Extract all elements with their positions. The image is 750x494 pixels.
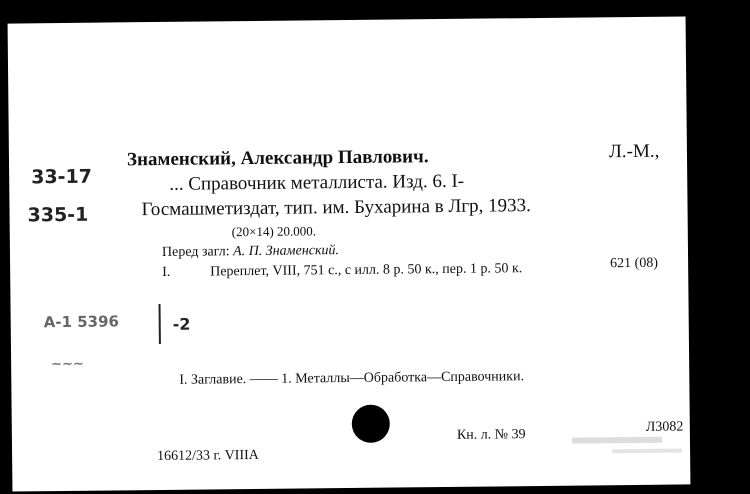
handwritten-number: -2 (172, 314, 191, 334)
card-number: 16612/33 г. VIIIA (157, 447, 259, 465)
title-line: ... Справочник металлиста. Изд. 6. I- (169, 170, 465, 195)
handwritten-accession: А-1 5396 (43, 312, 120, 332)
publisher-line: Госмашметиздат, тип. им. Бухарина в Лгр, 1933. (141, 195, 531, 221)
title-note-prefix: Перед загл: (161, 244, 230, 260)
handwritten-bracket (159, 304, 165, 344)
binding-description: Переплет, VIII, 751 с., с илл. 8 р. 50 к., пер. 1 р. 50 к. (210, 261, 523, 280)
subject-headings: I. Заглавие. —— 1. Металлы—Обработка—Справочники. (179, 369, 525, 388)
title-note-author: А. П. Знаменский. (233, 243, 340, 260)
book-chamber-number: Кн. л. № 39 (456, 427, 526, 443)
format-edition: (20×14) 20.000. (231, 223, 317, 240)
call-number-handwritten-2: 335-1 (27, 203, 89, 227)
catalog-card (8, 16, 691, 491)
author-heading: Знаменский, Александр Павлович. (126, 146, 429, 171)
control-number: Л3082 (645, 419, 684, 435)
publication-city: Л.-М., (608, 140, 660, 163)
punch-hole (352, 405, 390, 443)
title-note (162, 244, 339, 260)
faded-handwriting: ~~~ (51, 356, 84, 373)
smudge (572, 437, 662, 444)
smudge (612, 449, 682, 454)
classification-code: 621 (08) (610, 255, 659, 272)
call-number-handwritten: 33-17 (31, 165, 93, 189)
series-mark: I. (162, 264, 171, 280)
